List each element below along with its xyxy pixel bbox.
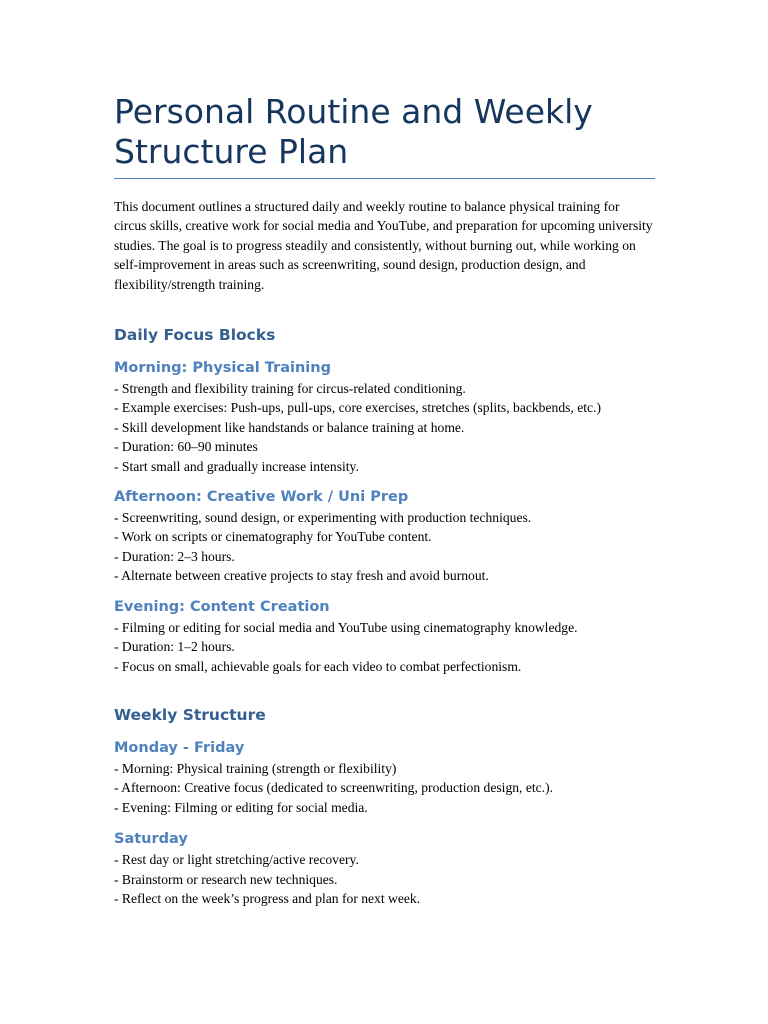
list-item: - Skill development like handstands or balance training at home. (114, 419, 465, 435)
list-item: - Screenwriting, sound design, or experimenting with production techniques. (114, 510, 532, 526)
saturday-list (114, 850, 655, 908)
document-title: Personal Routine and Weekly Structure Plan (114, 92, 655, 179)
heading-saturday: Saturday (114, 831, 188, 848)
list-item: - Filming or editing for social media and YouTube using cinematography knowledge. (114, 619, 578, 635)
list-item: - Morning: Physical training (strength or flexibility) (114, 760, 397, 776)
list-item: - Alternate between creative projects to stay fresh and avoid burnout. (114, 568, 489, 584)
heading-monday-friday: Monday - Friday (114, 739, 245, 756)
list-item: - Duration: 60–90 minutes (114, 439, 258, 455)
heading-afternoon: Afternoon: Creative Work / Uni Prep (114, 489, 409, 506)
list-item: - Work on scripts or cinematography for YouTube content. (114, 529, 432, 545)
list-item: - Rest day or light stretching/active recovery. (114, 852, 359, 868)
list-item: - Strength and flexibility training for circus-related conditioning. (114, 381, 466, 397)
list-item: - Duration: 1–2 hours. (114, 639, 235, 655)
intro-paragraph: This document outlines a structured daily and weekly routine to balance physical training for circus skills, creative work for social media and YouTube, and preparation for upcoming university studies. The goal is to progress steadily and consistently, without burning out, while working on self-improvement in areas such as screenwriting, sound design, production design, and flexibility/strength training. (114, 199, 653, 292)
document-page (114, 92, 655, 908)
heading-weekly-structure: Weekly Structure (114, 705, 266, 724)
list-item: - Duration: 2–3 hours. (114, 548, 235, 564)
weekdays-list (114, 759, 655, 817)
morning-list (114, 379, 655, 476)
list-item: - Focus on small, achievable goals for each video to combat perfectionism. (114, 658, 522, 674)
list-item: - Example exercises: Push-ups, pull-ups, core exercises, stretches (splits, backbends, etc.) (114, 400, 601, 416)
list-item: - Evening: Filming or editing for social media. (114, 799, 368, 815)
list-item: - Reflect on the week’s progress and plan for next week. (114, 890, 421, 906)
list-item: - Brainstorm or research new techniques. (114, 871, 338, 887)
list-item: - Start small and gradually increase intensity. (114, 458, 359, 474)
evening-list (114, 618, 655, 676)
heading-morning: Morning: Physical Training (114, 360, 331, 377)
heading-daily-focus-blocks: Daily Focus Blocks (114, 326, 276, 345)
afternoon-list (114, 508, 655, 586)
list-item: - Afternoon: Creative focus (dedicated to screenwriting, production design, etc.). (114, 780, 554, 796)
heading-evening: Evening: Content Creation (114, 598, 330, 615)
